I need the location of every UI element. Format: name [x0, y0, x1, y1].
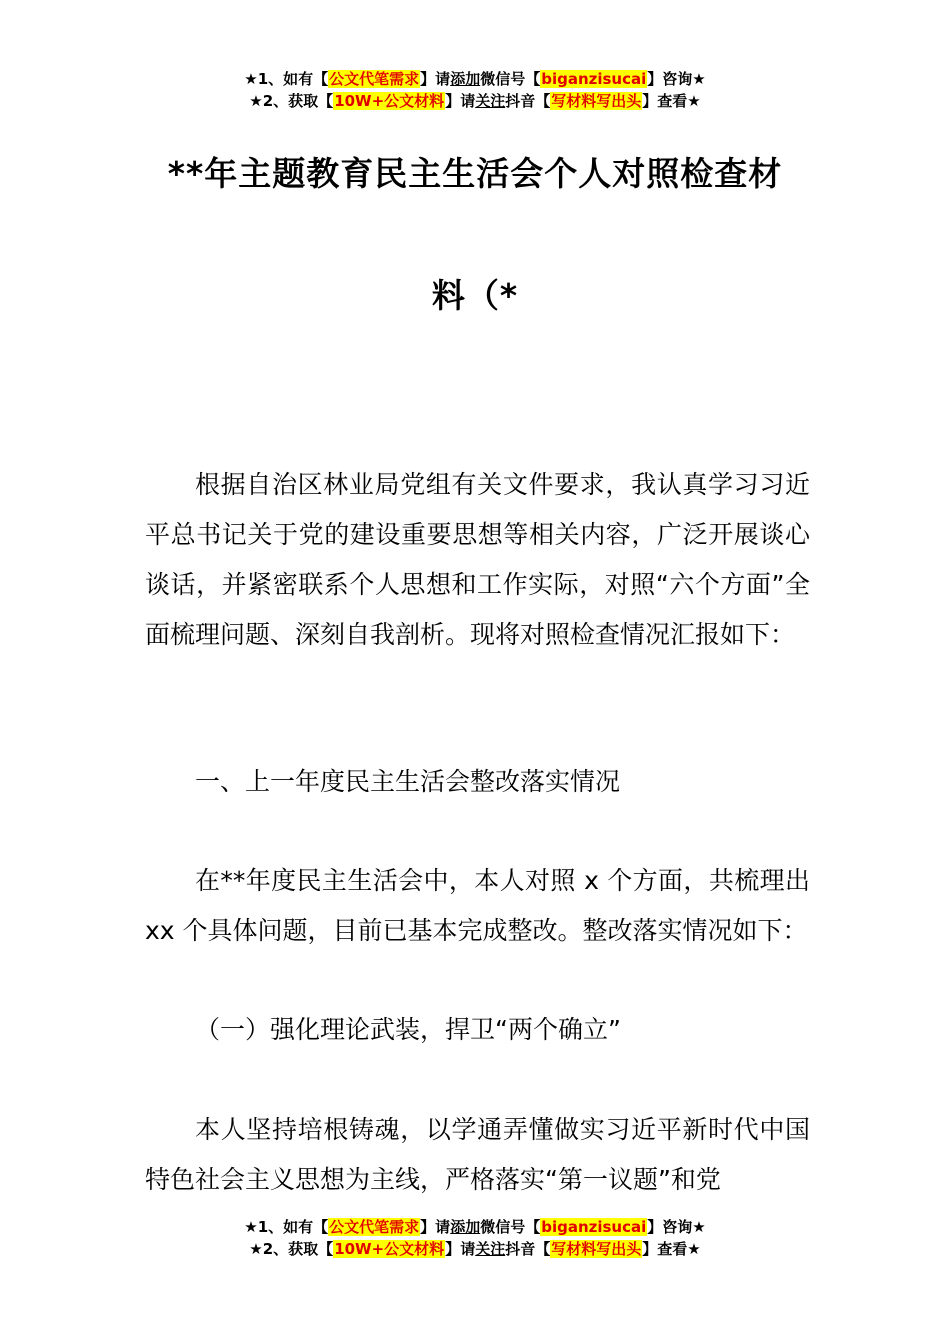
banner-line-2: [0, 90, 950, 112]
banner-highlight: 写材料写出头: [551, 92, 642, 110]
banner-highlight: biganzisucai: [541, 70, 647, 88]
banner-text: ★1、如有【: [244, 70, 329, 88]
banner-text: 】查看★: [642, 1240, 701, 1258]
banner-text: 】咨询★: [647, 1218, 706, 1236]
banner-highlight: 10W+公文材料: [334, 1240, 445, 1258]
banner-highlight: 公文代笔需求: [329, 70, 420, 88]
banner-text: 微信号【: [480, 1218, 541, 1236]
banner-highlight: biganzisucai: [541, 1218, 647, 1236]
banner-line-2: [0, 1238, 950, 1260]
banner-underline: 关注: [475, 1240, 506, 1258]
section-1-paragraph: 在**年度民主生活会中，本人对照 x 个方面，共梳理出 xx 个具体问题，目前已基本完成整改。整改落实情况如下：: [145, 866, 810, 945]
banner-line-1: [0, 68, 950, 90]
banner-highlight: 写材料写出头: [551, 1240, 642, 1258]
subsection-heading-1: （一）强化理论武装，捍卫“两个确立”: [195, 1015, 621, 1044]
intro-paragraph: 根据自治区林业局党组有关文件要求，我认真学习习近平总书记关于党的建设重要思想等相关内容，广泛开展谈心谈话，并紧密联系个人思想和工作实际，对照“六个方面”全面梳理问题、深刻自我剖析。现将对照检查情况汇报如下：: [145, 470, 810, 649]
banner-highlight: 公文代笔需求: [329, 1218, 420, 1236]
banner-text: 微信号【: [480, 70, 541, 88]
subsection-1-paragraph: 本人坚持培根铸魂，以学通弄懂做实习近平新时代中国特色社会主义思想为主线，严格落实“第一议题”和党: [145, 1115, 810, 1194]
banner-text: 】请: [420, 1218, 451, 1236]
doc-title-line-2: 料（*: [431, 276, 519, 315]
banner-text: 】咨询★: [647, 70, 706, 88]
banner-line-1: [0, 1216, 950, 1238]
banner-text: 】请: [420, 70, 451, 88]
section-heading-1: 一、上一年度民主生活会整改落实情况: [195, 767, 621, 796]
banner-text: ★2、获取【: [249, 1240, 334, 1258]
banner-text: ★1、如有【: [244, 1218, 329, 1236]
banner-highlight: 10W+公文材料: [334, 92, 445, 110]
banner-text: 抖音【: [505, 92, 551, 110]
banner-text: 】请: [445, 92, 476, 110]
banner-underline: 添加: [450, 70, 481, 88]
banner-underline: 关注: [475, 92, 506, 110]
banner-text: 】查看★: [642, 92, 701, 110]
header-banner: [0, 68, 950, 112]
doc-title-line-1: **年主题教育民主生活会个人对照检查材: [167, 154, 783, 193]
banner-text: 】请: [445, 1240, 476, 1258]
banner-text: ★2、获取【: [249, 92, 334, 110]
banner-underline: 添加: [450, 1218, 481, 1236]
footer-banner: [0, 1216, 950, 1260]
banner-text: 抖音【: [505, 1240, 551, 1258]
